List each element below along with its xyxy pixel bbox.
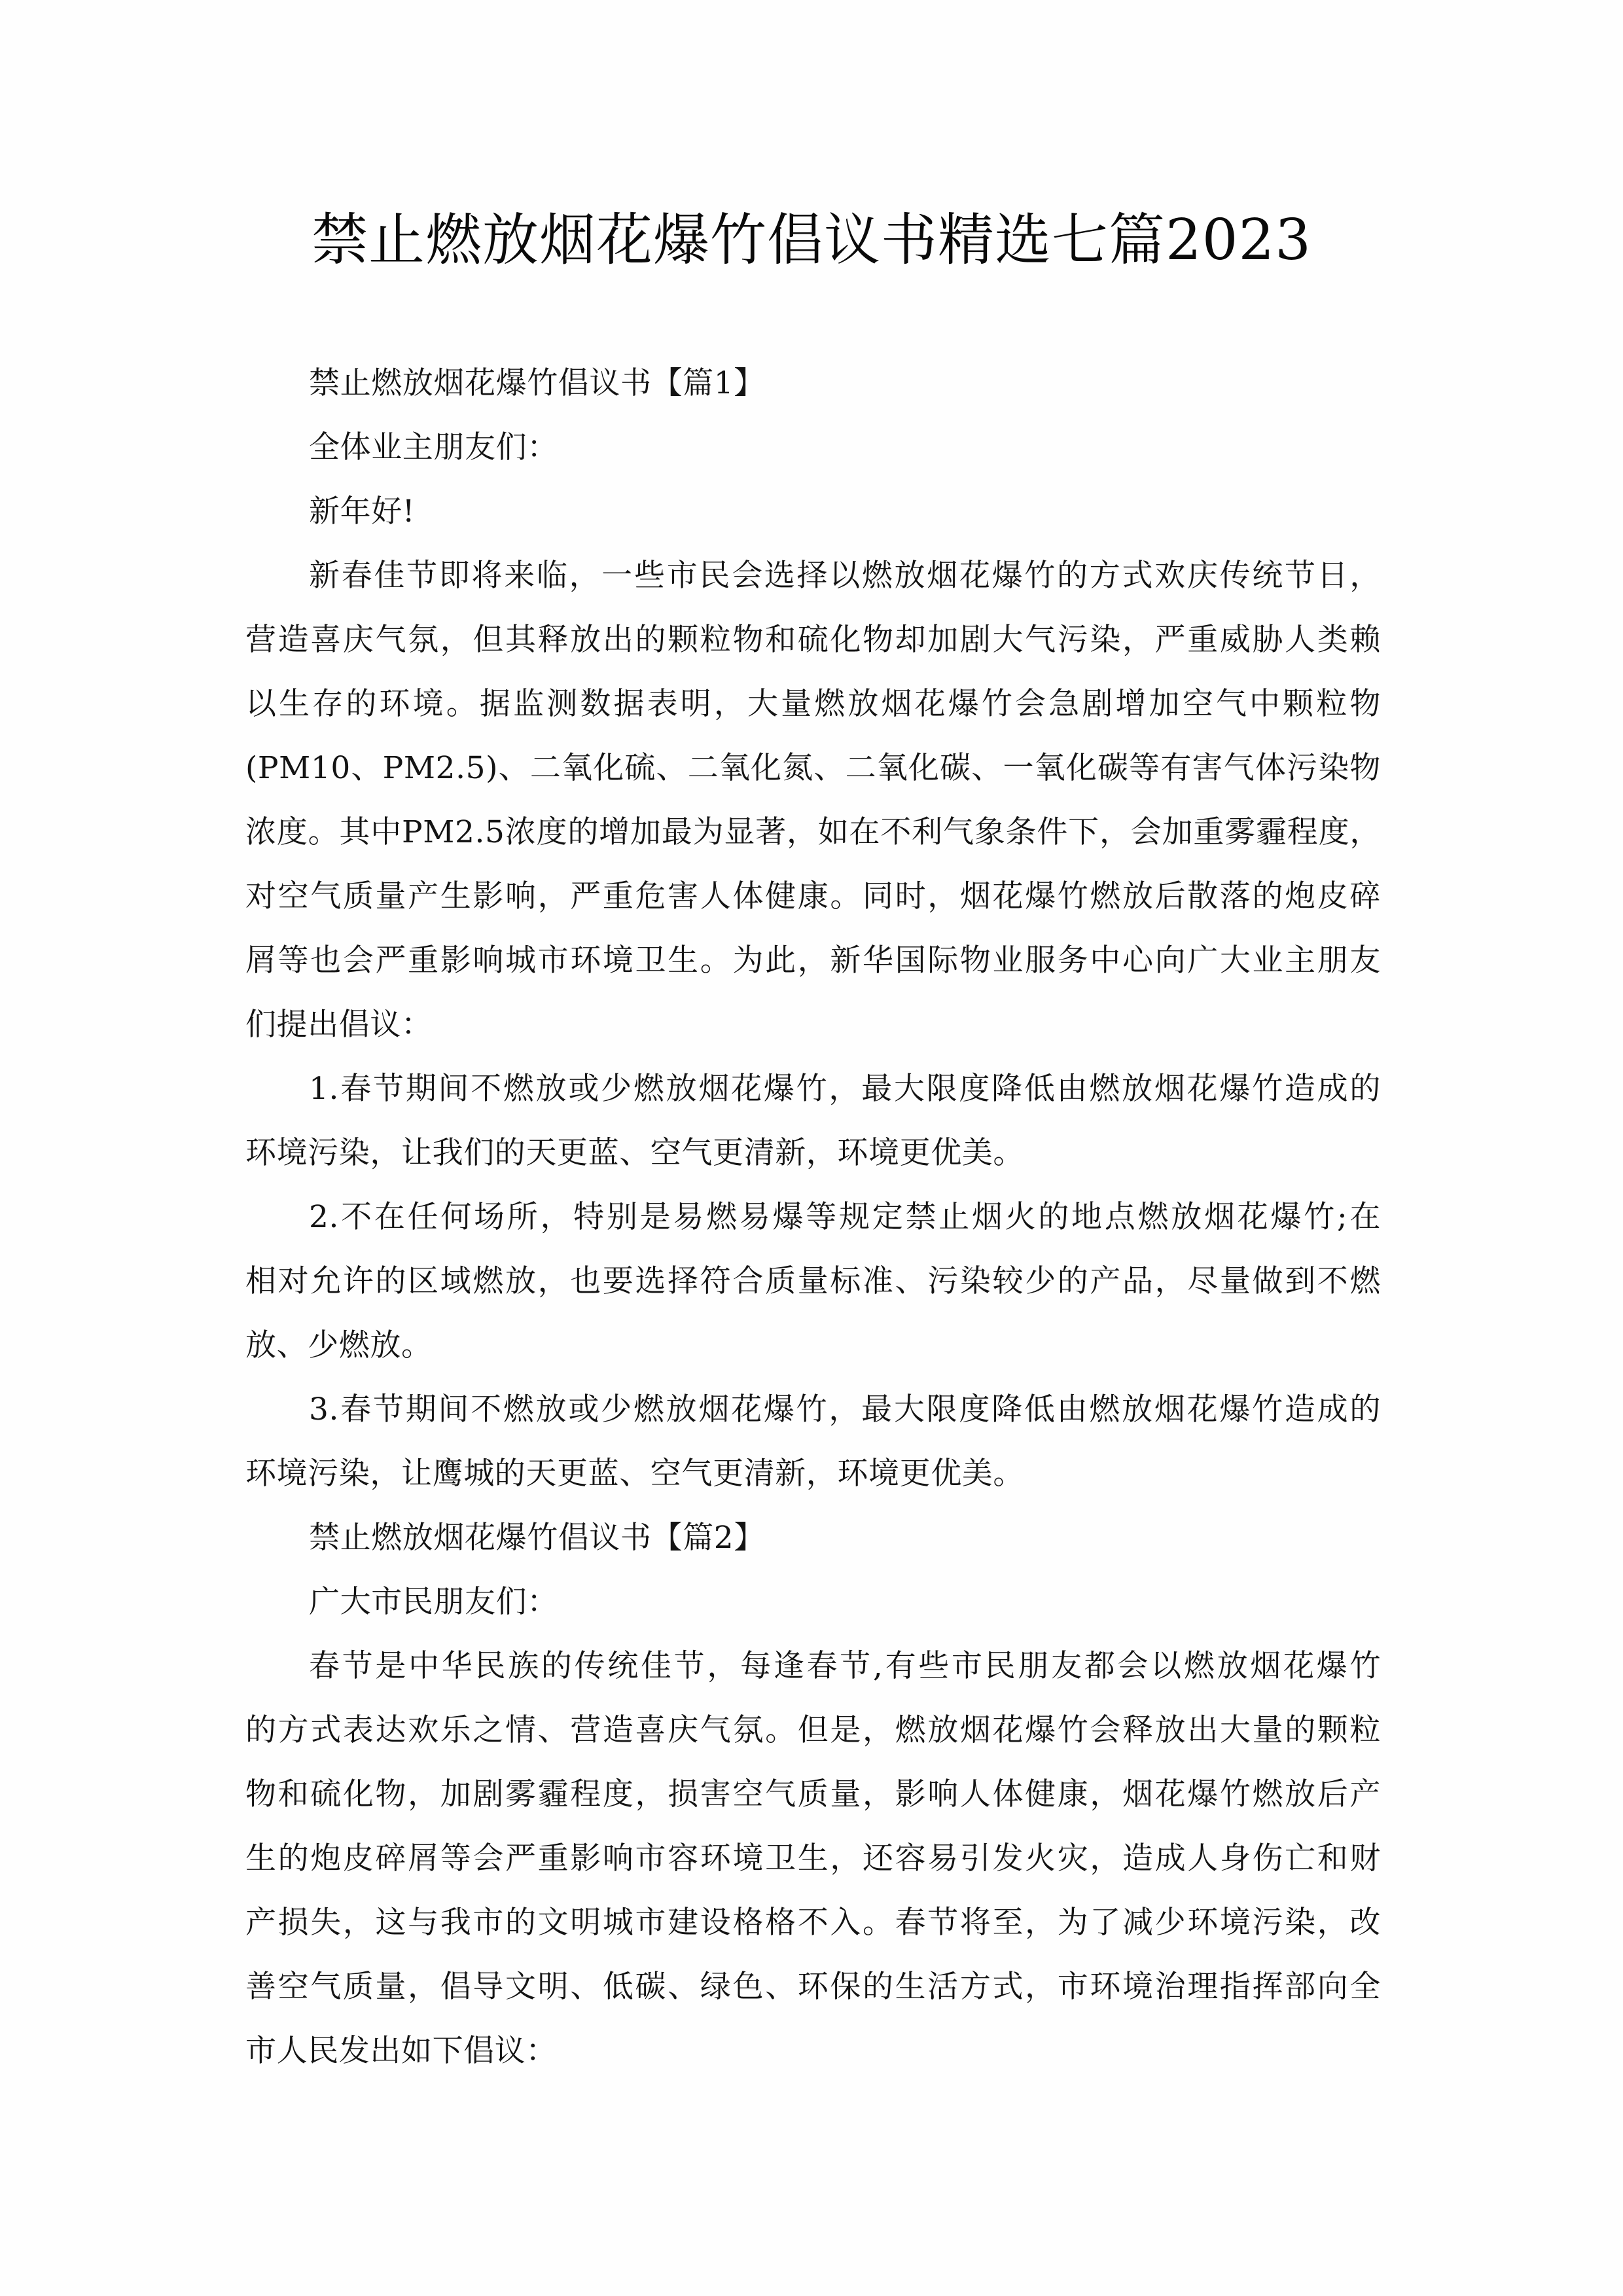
- text-line: 新春佳节即将来临，一些市民会选择以燃放烟花爆竹的方式欢庆传统节日，: [309, 558, 1381, 594]
- proposal-item-2: [245, 1185, 1381, 1378]
- text-line: 市人民发出如下倡议：: [245, 2033, 557, 2069]
- text-line: 屑等也会严重影响城市环境卫生。为此，新华国际物业服务中心向广大业主朋友: [245, 942, 1381, 978]
- text-line: 环境污染，让鹰城的天更蓝、空气更清新，环境更优美。: [245, 1456, 1024, 1492]
- paragraph: [245, 1634, 1381, 2083]
- text-line: 3.春节期间不燃放或少燃放烟花爆竹，最大限度降低由燃放烟花爆竹造成的: [309, 1391, 1381, 1427]
- document-body: [245, 351, 1381, 2083]
- section-heading: 禁止燃放烟花爆竹倡议书【篇2】: [309, 1520, 765, 1556]
- text-line: 物和硫化物，加剧雾霾程度，损害空气质量，影响人体健康，烟花爆竹燃放后产: [245, 1776, 1381, 1812]
- text-line: 营造喜庆气氛，但其释放出的颗粒物和硫化物却加剧大气污染，严重威胁人类赖: [245, 622, 1381, 658]
- text-line: 对空气质量产生影响，严重危害人体健康。同时，烟花爆竹燃放后散落的炮皮碎: [245, 878, 1381, 914]
- paragraph: [245, 544, 1381, 1057]
- text-line: 的方式表达欢乐之情、营造喜庆气氛。但是，燃放烟花爆竹会释放出大量的颗粒: [245, 1712, 1381, 1748]
- text-line: 们提出倡议：: [245, 1007, 433, 1043]
- salutation: 全体业主朋友们：: [309, 429, 558, 465]
- salutation: 广大市民朋友们：: [309, 1584, 558, 1620]
- text-line: 环境污染，让我们的天更蓝、空气更清新，环境更优美。: [245, 1135, 1024, 1171]
- text-line: 放、少燃放。: [245, 1327, 433, 1363]
- text-line: 1.春节期间不燃放或少燃放烟花爆竹，最大限度降低由燃放烟花爆竹造成的: [309, 1071, 1381, 1107]
- text-line: 相对允许的区域燃放，也要选择符合质量标准、污染较少的产品，尽量做到不燃: [245, 1263, 1381, 1299]
- greeting: 新年好!: [309, 493, 416, 529]
- text-line: (PM10、PM2.5)、二氧化硫、二氧化氮、二氧化碳、一氧化碳等有害气体污染物: [245, 750, 1381, 786]
- text-line: 产损失，这与我市的文明城市建设格格不入。春节将至，为了减少环境污染，改: [245, 1905, 1381, 1941]
- text-line: 以生存的环境。据监测数据表明，大量燃放烟花爆竹会急剧增加空气中颗粒物: [245, 686, 1381, 722]
- text-line: 春节是中华民族的传统佳节，每逢春节,有些市民朋友都会以燃放烟花爆竹: [309, 1648, 1381, 1684]
- text-line: 生的炮皮碎屑等会严重影响市容环境卫生，还容易引发火灾，造成人身伤亡和财: [245, 1840, 1381, 1876]
- proposal-item-3: [245, 1378, 1381, 1506]
- text-line: 善空气质量，倡导文明、低碳、绿色、环保的生活方式，市环境治理指挥部向全: [245, 1969, 1381, 2005]
- text-line: 2.不在任何场所，特别是易燃易爆等规定禁止烟火的地点燃放烟花爆竹;在: [309, 1199, 1381, 1235]
- proposal-item-1: [245, 1057, 1381, 1185]
- document-title: 禁止燃放烟花爆竹倡议书精选七篇2023: [312, 207, 1311, 273]
- text-line: 浓度。其中PM2.5浓度的增加最为显著，如在不利气象条件下，会加重雾霾程度，: [245, 814, 1381, 850]
- section-heading: 禁止燃放烟花爆竹倡议书【篇1】: [309, 365, 765, 401]
